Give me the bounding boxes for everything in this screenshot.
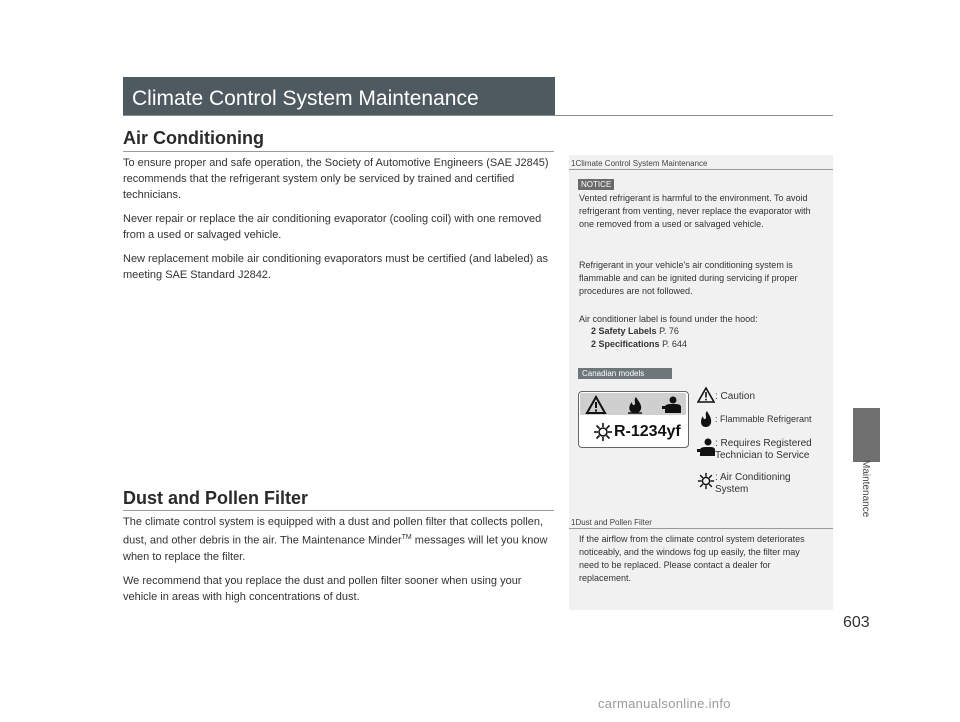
region-tag: Canadian models (578, 368, 672, 379)
section-tab[interactable] (853, 408, 880, 462)
note-marker: 1 (571, 518, 576, 527)
section-title: Climate Control System Maintenance (132, 87, 479, 110)
paragraph: To ensure proper and safe operation, the Society of Automotive Engineers (SAE J2845) recommends that the refrigerant system only be serviced by trained and certified technicians. (123, 157, 549, 201)
note-marker: 1 (571, 159, 576, 168)
title-divider (123, 115, 833, 116)
note-divider (569, 528, 833, 529)
heading-dust-filter: Dust and Pollen Filter (123, 488, 309, 508)
heading-divider (123, 510, 554, 511)
legend-technician: : Requires Registered Technician to Service (715, 438, 812, 461)
dust-filter-note-text: If the airflow from the climate control system deteriorates noticeably, and the windows fog up easily, the filter may need to be replaced. Please contact a dealer for replacement. (579, 534, 805, 583)
flammable-warning-text: Refrigerant in your vehicle's air conditioning system is flammable and can be ignited during servicing if proper procedures are not followed. (579, 260, 798, 296)
trademark-mark: TM (401, 534, 412, 541)
xref-arrow-icon: 2 (591, 326, 597, 336)
dust-filter-body (123, 514, 555, 613)
note-title-text: Climate Control System Maintenance (575, 159, 708, 168)
paragraph (123, 514, 555, 565)
paragraph: We recommend that you replace the dust and pollen filter sooner when using your vehicle in areas with high concentrations of dust. (123, 574, 522, 603)
air-conditioning-icon (593, 422, 613, 442)
caution-triangle-icon (587, 397, 605, 413)
section-tab-label (853, 460, 880, 520)
label-icons (585, 395, 685, 415)
technician-icon (662, 397, 681, 414)
paragraph: Never repair or replace the air conditioning evaporator (cooling coil) with one removed from a used or salvaged vehicle. (123, 213, 542, 241)
heading-air-conditioning: Air Conditioning (123, 128, 264, 148)
section-tab-text: Maintenance (860, 460, 871, 518)
xref-page: P. 76 (659, 326, 679, 336)
paragraph-text: The climate control system is equipped with a dust and pollen filter that collects pollen, dust, and other debris in the air. The Maintenance Minder (123, 516, 544, 547)
side-note-title (571, 518, 652, 527)
paragraph: New replacement mobile air conditioning evaporators must be certified (and labeled) as meeting SAE Standard J2842. (123, 253, 548, 281)
xref-safety-labels[interactable] (591, 326, 679, 336)
legend-air-conditioning: : Air Conditioning System (715, 472, 791, 495)
note-title-text: Dust and Pollen Filter (575, 518, 652, 527)
xref-specifications[interactable] (591, 339, 687, 349)
paragraph-text: messages will let you know when to replace the filter. (123, 534, 548, 563)
side-note-title (571, 159, 708, 168)
caution-triangle-icon (697, 387, 715, 403)
notice-text: Vented refrigerant is harmful to the environment. To avoid refrigerant from venting, never replace the evaporator with one removed from a used or salvaged vehicle. (579, 193, 811, 229)
xref-name: Specifications (598, 339, 660, 349)
watermark: carmanualsonline.info (598, 696, 731, 711)
heading-divider (123, 151, 554, 152)
technician-icon (696, 437, 716, 457)
air-conditioning-body (123, 155, 555, 291)
label-location-text: Air conditioner label is found under the hood: (579, 314, 758, 324)
xref-page: P. 644 (662, 339, 687, 349)
note-divider (569, 169, 833, 170)
legend-caution: : Caution (715, 391, 756, 402)
xref-arrow-icon: 2 (591, 339, 597, 349)
refrigerant-label-text: R-1234yf (614, 423, 681, 440)
flame-icon (699, 410, 713, 428)
xref-name: Safety Labels (598, 326, 657, 336)
air-conditioning-icon (697, 472, 715, 490)
flame-icon (628, 397, 642, 413)
page-number: 603 (843, 614, 870, 631)
legend-flammable: : Flammable Refrigerant (715, 414, 812, 424)
notice-badge: NOTICE (578, 179, 614, 190)
